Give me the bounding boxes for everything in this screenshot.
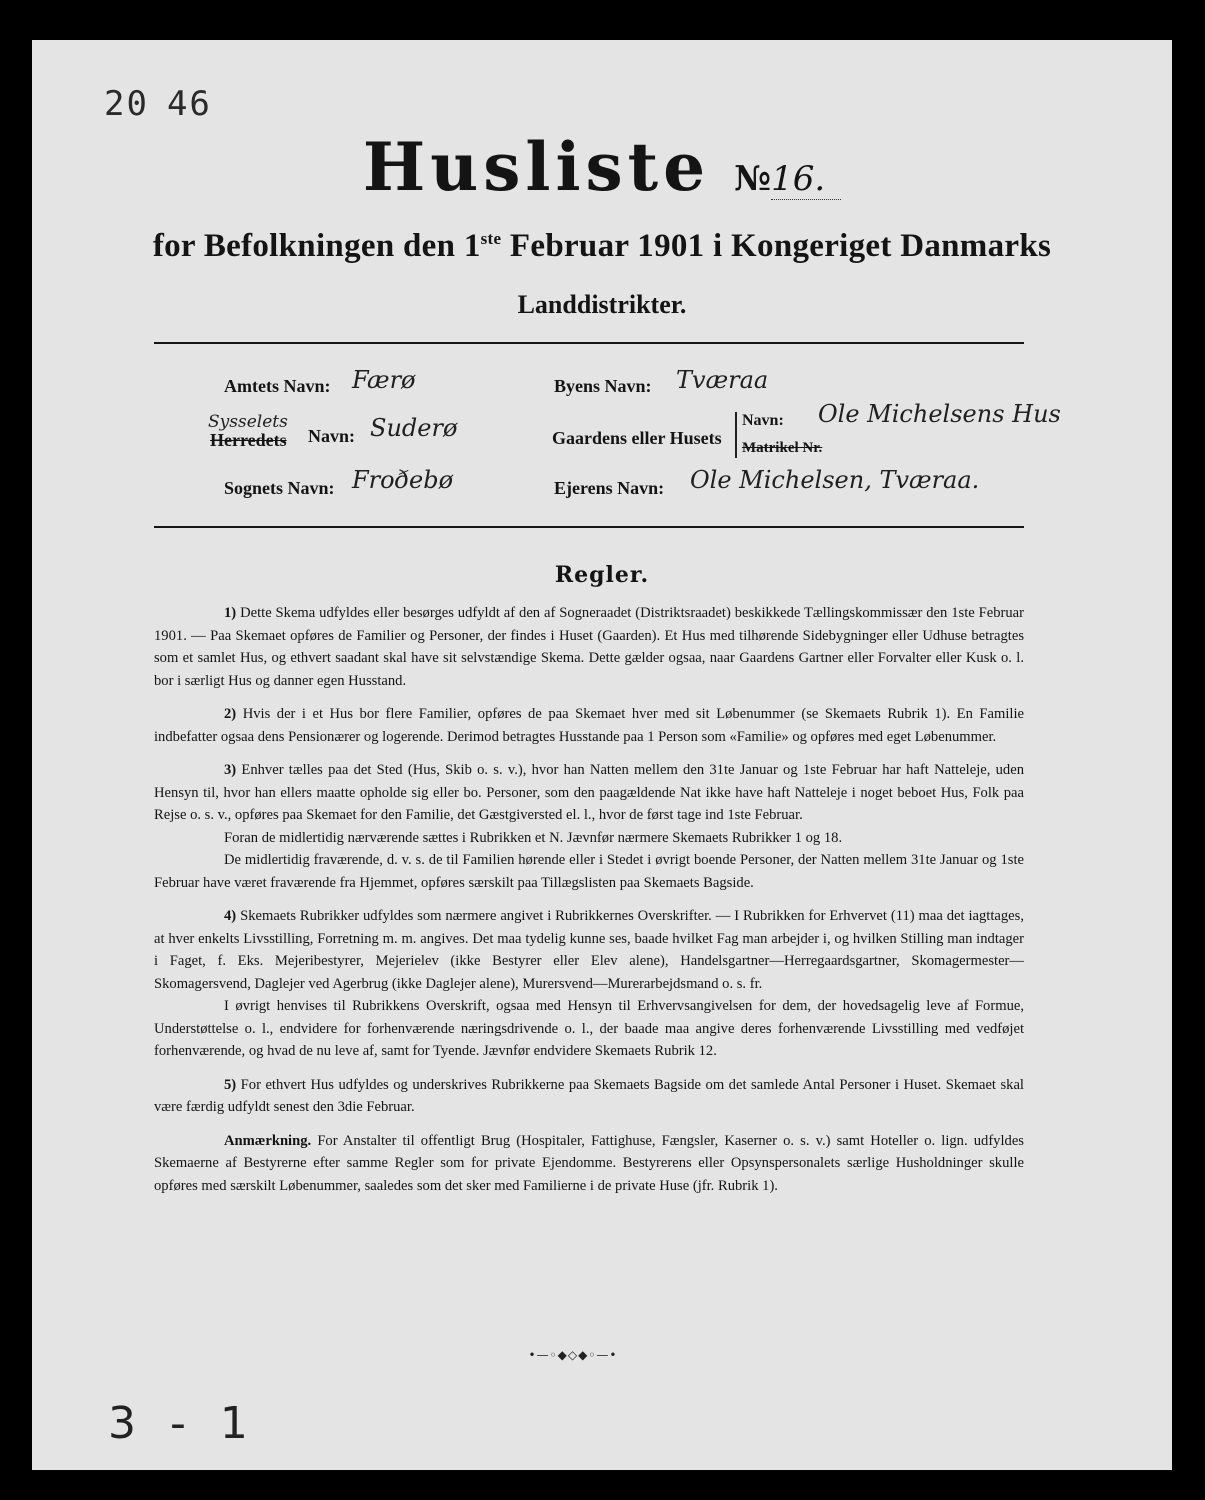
- rule-5-number: 5): [224, 1076, 237, 1093]
- herred-struck-label: Herredets: [210, 430, 287, 450]
- rule-4-number: 4): [224, 908, 237, 924]
- rule-5: [154, 1074, 1024, 1119]
- archive-number-part: 20: [104, 84, 149, 124]
- form-title-row: [32, 128, 1172, 206]
- rule-3-text: Enhver tælles paa det Sted (Hus, Skib o. s. v.), hvor han Natten mellem den 31te Januar og 1ste Februar har haft Natteleje, uden Hensyn til, hvor han ellers maatte opholde sig eller bo. Personer, som den paagældende Nat ikke have haft Natteleje i noget beboet Hus, Folk paa Rejse o. s. v., opføres paa Skemaet for den Familie, det Gæstgiversted el. l., hvor de først tage ind 1ste Februar.: [154, 762, 1024, 823]
- sogn-label: Sognets Navn:: [224, 478, 335, 498]
- note-text: For Anstalter til offentligt Brug (Hospitaler, Fattighuse, Fængsler, Kaserner o. s. v.) samt Hoteller o. lign. udfyldes Skemaerne af Bestyrerne efter samme Regler som for private Ejendomme. Bestyrerens eller Opsynspersonalets særlige Husholdninger skulle opføres med særskilt Løbenummer, saaledes som det sker med Familierne i de private Huse (jfr. Rubrik 1).: [154, 1132, 1024, 1194]
- rule-3b: Foran de midlertidig nærværende sættes i Rubrikken et N. Jævnfør nærmere Skemaets Rubrikker 1 og 18.: [224, 829, 843, 846]
- subtitle-post: Februar 1901 i Kongeriget Danmarks: [501, 228, 1052, 264]
- divider-top: [154, 342, 1024, 344]
- form-title: Husliste: [362, 128, 711, 206]
- syssel-written: Sysselets: [208, 412, 288, 432]
- ornament-divider: •—◦◆◇◆◦—•: [528, 1348, 618, 1362]
- matrikel-label: Matrikel Nr.: [742, 440, 823, 456]
- note-label: Anmærkning.: [224, 1132, 312, 1149]
- subtitle-sup: ste: [480, 229, 502, 248]
- rules-heading: Regler.: [554, 562, 650, 588]
- rule-4b: I øvrigt henvises til Rubrikkens Overskrift, ogsaa med Hensyn til Erhvervsangivelsen for dem, der hovedsagelig leve af Formue, Understøttelse o. l., endvidere for forhenværende næringsdrivende o. l., der baade maa angive deres forhenværende Livsstilling med vedføjet forhenværende, og hvad de nu leve af, samt for Tyende. Jævnfør endvidere Skemaets Rubrik 12.: [154, 998, 1024, 1059]
- rule-4-text: Skemaets Rubrikker udfyldes som nærmere angivet i Rubrikkernes Overskrifter. — I Rubrikken for Erhvervet (11) maa det iagttages, at hver enkelts Livsstilling, Forretning m. m. angives. Det maa tydelig kunne ses, baade hvilket Fag man arbejder i, og hvilken Stilling man indtager i Faget, f. Eks. Mejeribestyrer, Mejerielev (ikke Bestyrer eller Elev alene), Handelsgartner—Herregaardsgartner, Skomagermester—Skomagersvend, Daglejer ved Agerbrug (ikke Daglejer alene), Murersvend—Murerarbejdsmand o. s. fr.: [154, 908, 1024, 992]
- census-form-sheet: [32, 40, 1172, 1470]
- form-number-label: №: [734, 159, 772, 199]
- rule-3c: De midlertidig fraværende, d. v. s. de til Familien hørende eller i Stedet i øvrigt boende Personer, der Natten mellem 31te Januar og 1ste Februar have været fraværende fra Hjemmet, opføres særskilt paa Tillægslisten paa Skemaets Bagside.: [154, 852, 1024, 891]
- rule-2: [154, 703, 1024, 748]
- sogn-value: Froðebø: [352, 466, 454, 494]
- ejer-label: Ejerens Navn:: [554, 478, 665, 498]
- rule-3: [154, 759, 1024, 827]
- amt-value: Færø: [352, 366, 416, 394]
- gaard-brace: [735, 412, 737, 458]
- rule-1-text: Dette Skema udfyldes eller besørges udfyldt af den af Sogneraadet (Distriktsraadet) beskikkede Tællingskommissær den 1ste Februar 1901. — Paa Skemaet opføres de Familier og Personer, der findes i Huset (Gaarden). Et Hus med tilhørende Sidebygninger eller Udhuse betragtes som et samlet Hus, og ethvert saadant skal have sit selvstændige Skema. Dette gælder ogsaa, naar Gaardens Gartner eller Forvalter eller Kusk o. l. bor i særligt Hus og danner egen Husstand.: [154, 605, 1024, 689]
- archive-number-part: 46: [166, 84, 212, 124]
- gaard-navn-value: Ole Michelsens Hus: [818, 400, 1061, 428]
- bottom-handwritten-mark: 3 - 1: [108, 1398, 258, 1449]
- district-heading: Landdistrikter.: [517, 290, 687, 319]
- archive-number: [104, 84, 230, 124]
- rule-4: [154, 905, 1024, 995]
- by-label: Byens Navn:: [554, 376, 652, 396]
- gaard-navn-label: Navn:: [742, 412, 784, 429]
- syssel-value: Suderø: [370, 414, 458, 442]
- by-value: Tværaa: [676, 366, 769, 394]
- amt-label: Amtets Navn:: [224, 376, 331, 396]
- form-number-value: 16.: [771, 159, 841, 200]
- rule-3-number: 3): [224, 762, 237, 778]
- gaard-label: Gaardens eller Husets: [552, 428, 722, 448]
- syssel-label: Navn:: [308, 426, 356, 446]
- rule-1-number: 1): [224, 605, 237, 621]
- rule-2-number: 2): [224, 706, 237, 722]
- rule-2-text: Hvis der i et Hus bor flere Familier, opføres de paa Skemaet hver med sit Løbenummer (se Skemaets Rubrik 1). En Familie indbefatter ogsaa dens Pensionærer og logerende. Derimod betragtes Husstande paa 1 Person som «Familie» og opføres med eget Løbenummer.: [154, 706, 1024, 745]
- rules-body: [154, 602, 1024, 1208]
- ejer-value: Ole Michelsen, Tværaa.: [690, 466, 980, 494]
- note: [154, 1130, 1024, 1198]
- divider-bottom: [154, 526, 1024, 528]
- subtitle-pre: for Befolkningen den 1: [152, 228, 481, 264]
- form-subtitle: [32, 228, 1172, 265]
- rule-1: [154, 602, 1024, 692]
- rule-5-text: For ethvert Hus udfyldes og underskrives Rubrikkerne paa Skemaets Bagside om det samlede Antal Personer i Huset. Skemaet skal være færdig udfyldt senest den 3die Februar.: [154, 1076, 1024, 1115]
